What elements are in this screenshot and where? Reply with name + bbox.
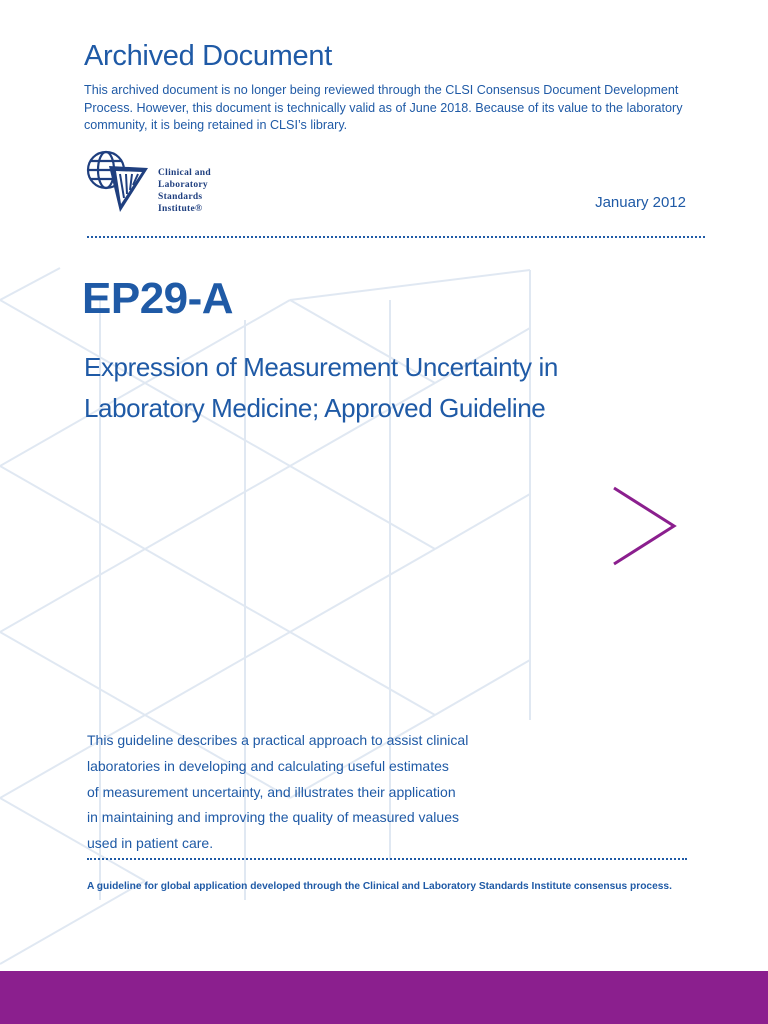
guideline-footer-note: A guideline for global application developed through the Clinical and Laboratory Standards Institute consensus process. [87, 881, 672, 892]
pattern-line [0, 268, 60, 300]
pattern-line [290, 549, 435, 632]
bottom-dotted-divider [87, 858, 687, 860]
chevron-right-icon [608, 484, 684, 568]
pattern-line [290, 632, 435, 715]
pattern-line [435, 660, 530, 715]
document-title [84, 347, 684, 429]
logo-line-laboratory: Laboratory [158, 180, 208, 190]
pattern-line [435, 494, 530, 549]
document-code: EP29-A [82, 274, 234, 323]
summary-line-4: in maintaining and improving the quality of measured values [87, 809, 459, 826]
document-title-line-2: Laboratory Medicine; Approved Guideline [84, 393, 546, 423]
pattern-line [290, 466, 435, 549]
pattern-line [290, 270, 530, 300]
clsi-globe-logo-icon [84, 150, 154, 216]
pattern-line [145, 466, 290, 549]
publication-date: January 2012 [595, 194, 686, 211]
document-summary [87, 728, 487, 857]
pattern-line [145, 632, 290, 715]
clsi-logo [84, 150, 254, 220]
summary-line-2: laboratories in developing and calculating useful estimates [87, 757, 449, 774]
document-title-line-1: Expression of Measurement Uncertainty in [84, 352, 558, 382]
logo-line-clinical: Clinical and [158, 168, 211, 178]
summary-line-3: of measurement uncertainty, and illustrates their application [87, 783, 456, 800]
summary-line-1: This guideline describes a practical approach to assist clinical [87, 732, 469, 748]
summary-line-5: used in patient care. [87, 835, 214, 852]
top-dotted-divider [87, 236, 705, 238]
bottom-color-band [0, 971, 768, 1024]
pattern-line [0, 549, 145, 632]
pattern-line [145, 549, 290, 632]
logo-line-standards: Standards [158, 192, 203, 202]
logo-line-institute: Institute® [158, 204, 203, 214]
archived-document-title: Archived Document [84, 40, 332, 72]
clsi-logo-wordmark [158, 167, 211, 215]
archived-document-notice: This archived document is no longer being reviewed through the CLSI Consensus Document Development Process. However, this document is technically valid as of June 2018. Because of its value to the laboratory community, it is being retained in CLSI’s library. [84, 83, 683, 132]
pattern-line [0, 466, 145, 549]
pattern-line [0, 632, 145, 715]
